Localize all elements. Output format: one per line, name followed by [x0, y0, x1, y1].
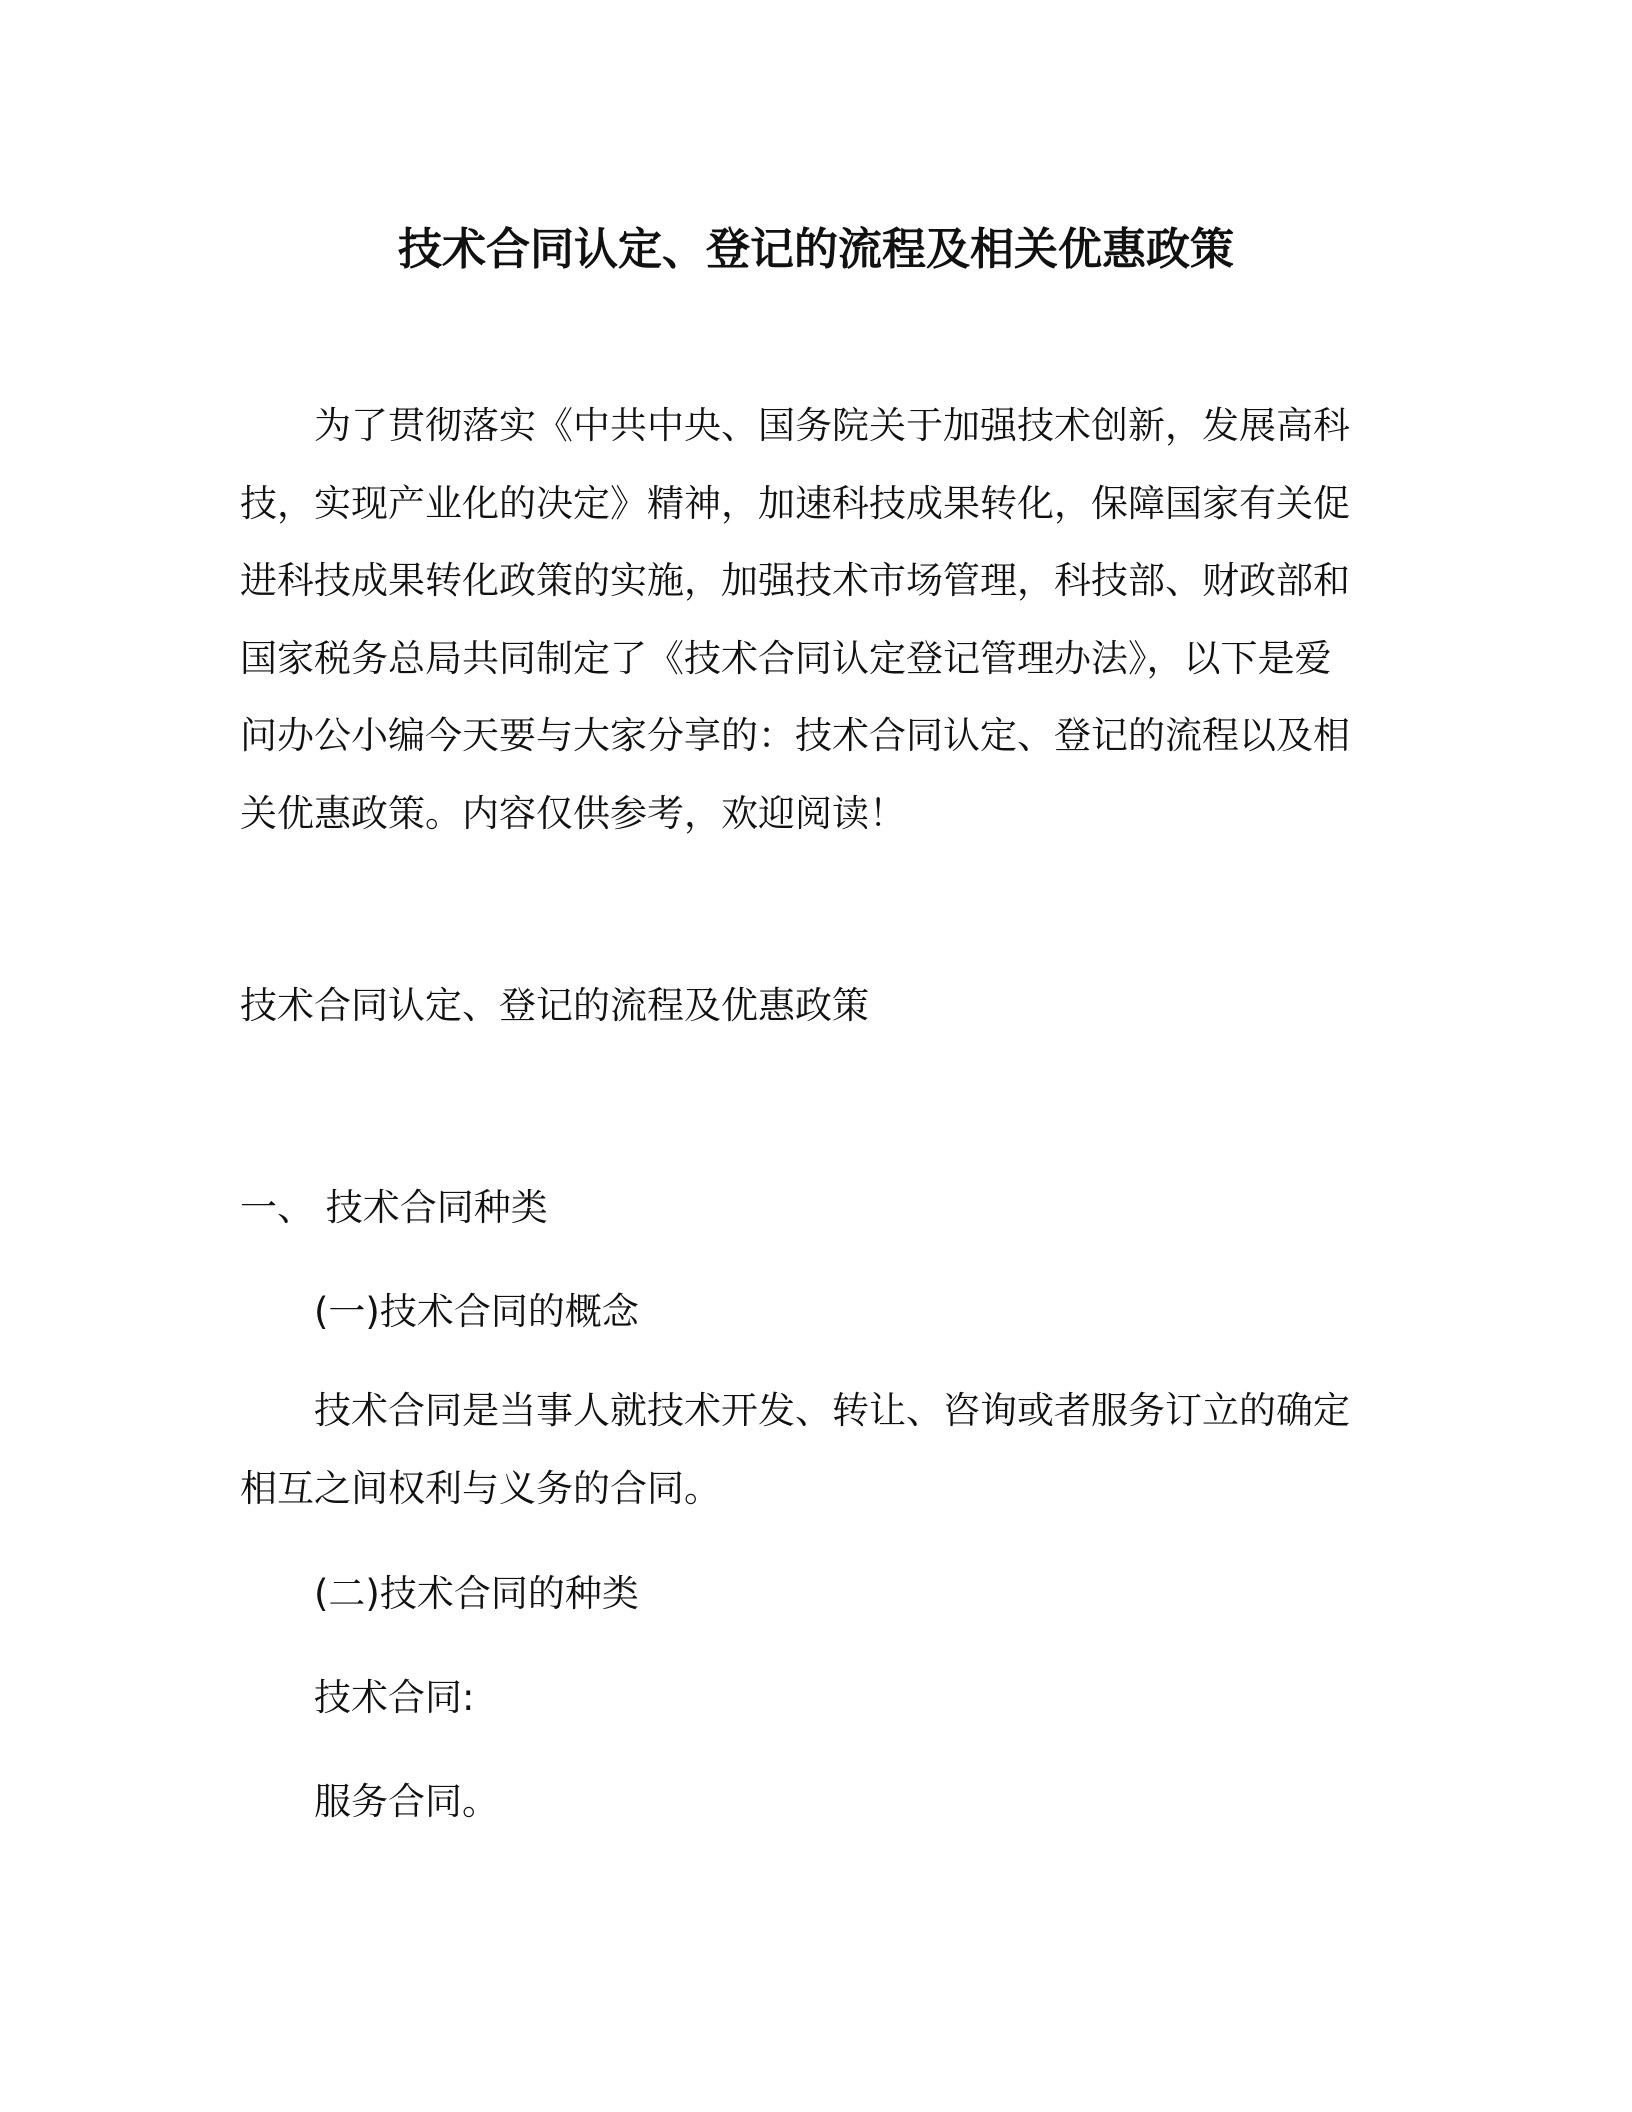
subsection-heading-types: (二)技术合同的种类 [314, 1572, 639, 1615]
subsection-heading-concept: (一)技术合同的概念 [314, 1290, 639, 1333]
list-item-service-contract: 服务合同。 [314, 1780, 499, 1823]
intro-paragraph: 为了贯彻落实《中共中央、国务院关于加强技术创新，发展高科技，实现产业化的决定》精神，加速科技成果转化，保障国家有关促进科技成果转化政策的实施，加强技术市场管理，科技部、财政部和国家税务总局共同制定了《技术合同认定登记管理办法》，以下是爱问办公小编今天要与大家分享的：技术合同认定、登记的流程以及相关优惠政策。内容仅供参考，欢迎阅读！ [240, 404, 1350, 835]
document-title: 技术合同认定、登记的流程及相关优惠政策 [398, 224, 1234, 275]
concept-paragraph: 技术合同是当事人就技术开发、转让、咨询或者服务订立的确定相互之间权利与义务的合同。 [240, 1389, 1350, 1510]
list-item-technical-contract: 技术合同: [314, 1676, 475, 1719]
section-heading: 一、 技术合同种类 [240, 1186, 548, 1229]
section-subtitle: 技术合同认定、登记的流程及优惠政策 [240, 984, 869, 1027]
